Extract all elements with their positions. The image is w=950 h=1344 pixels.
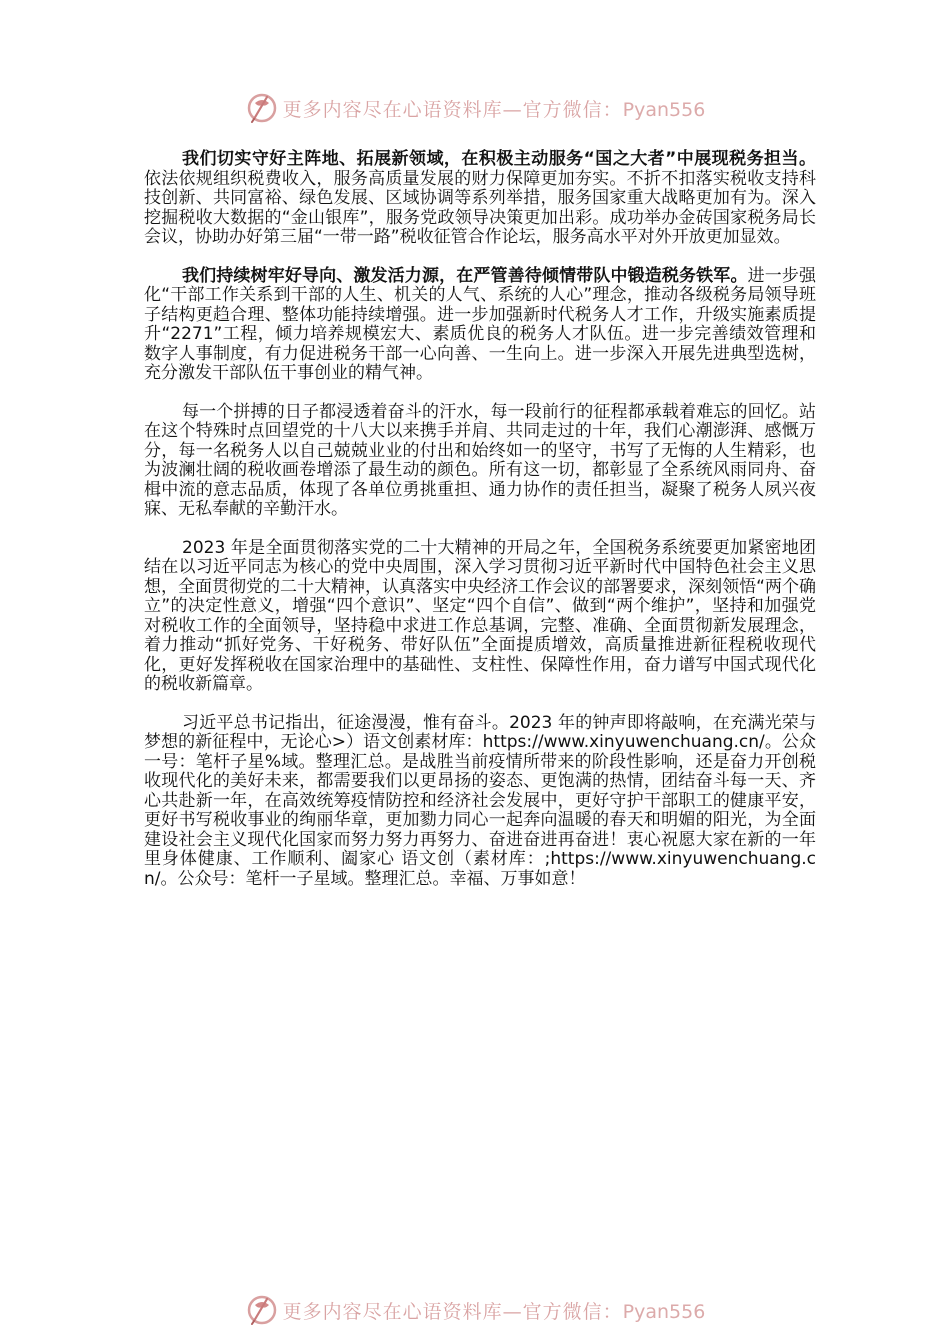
- paragraph-text: 进一步强化“干部工作关系到干部的人生、机关的人气、系统的人心”理念，推动各级税务局领导班子结构更趋合理、整体功能持续增强。进一步加强新时代税务人才工作，升级实施素质提升“2271”工程，倾力培养规模宏大、素质优良的税务人才队伍。进一步完善绩效管理和数字人事制度，有力促进税务干部一心向善、一生向上。进一步深入开展先进典型选树，充分激发干部队伍干事创业的精气神。: [144, 265, 817, 383]
- paragraph-lead: 我们切实守好主阵地、拓展新领域，在积极主动服务“国之大者”中展现税务担当。: [182, 149, 816, 169]
- watermark-label: 更多内容尽在心语资料库—官方微信：: [282, 1300, 623, 1323]
- paragraph-text: 习近平总书记指出，征途漫漫，惟有奋斗。2023 年的钟声即将敲响，在充满光荣与梦想的新征程中，无论心>）语文创素材库：https://www.xinyuwenchuang.cn/。公众一号：笔杆子星%域。整理汇总。是战胜当前疫情所带来的阶段性影响，还是奋力开创税收现代化的美好未来，都需要我们以更昂扬的姿态、更饱满的热情，团结奋斗每一天、齐心共赴新一年，在高效统筹疫情防控和经济社会发展中，更好守护干部职工的健康平安，更好书写税收事业的绚丽华章，更加勠力同心一起奔向温暖的春天和明媚的阳光，为全面建设社会主义现代化国家而努力努力再努力、奋进奋进再奋进！衷心祝愿大家在新的一年里身体健康、工作顺利、阖家心 语文创（素材库：;https://www.xinyuwenchuang.cn/。公众号：笔杆一子星域。整理汇总。幸福、万事如意！: [144, 712, 816, 889]
- rose-pen-logo-icon: [245, 1293, 279, 1327]
- paragraph-lead: 我们持续树牢好导向、激发活力源，在严管善待倾情带队中锻造税务铁军。: [182, 265, 748, 286]
- watermark-text: [283, 95, 706, 122]
- watermark-wechat-id: Pyan556: [622, 98, 706, 121]
- watermark-text: [283, 1297, 706, 1324]
- paragraph-text: 每一个拼搏的日子都浸透着奋斗的汗水，每一段前行的征程都承载着难忘的回忆。站在这个特殊时点回望党的十八大以来携手并肩、共同走过的十年，我们心潮澎湃、感慨万分，每一名税务人以自己兢兢业业的付出和始终如一的坚守，书写了无悔的人生精彩，也为波澜壮阔的税收画卷增添了最生动的颜色。所有这一切，都彰显了全系统风雨同舟、奋楫中流的意志品质，体现了各单位勇挑重担、通力协作的责任担当，凝聚了税务人夙兴夜寐、无私奉献的辛勤汗水。: [144, 401, 816, 519]
- paragraph-text: 2023 年是全面贯彻落实党的二十大精神的开局之年，全国税务系统要更加紧密地团结在以习近平同志为核心的党中央周围，深入学习贯彻习近平新时代中国特色社会主义思想，全面贯彻党的二十大精神，认真落实中央经济工作会议的部署要求，深刻领悟“两个确立”的决定性意义，增强“四个意识”、坚定“四个自信”、做到“两个维护”，坚持和加强党对税收工作的全面领导，坚持稳中求进工作总基调，完整、准确、全面贯彻新发展理念，着力推动“抓好党务、干好税务、带好队伍”全面提质增效，高质量推进新征程税收现代化，更好发挥税收在国家治理中的基础性、支柱性、保障性作用，奋力谱写中国式现代化的税收新篇章。: [144, 537, 816, 694]
- paragraph-4: [144, 539, 816, 695]
- watermark-label: 更多内容尽在心语资料库—官方微信：: [282, 98, 623, 121]
- paragraph-5: [144, 714, 816, 890]
- paragraph-3: [144, 403, 816, 520]
- watermark-wechat-id: Pyan556: [622, 1300, 706, 1323]
- paragraph-2: [144, 267, 816, 384]
- paragraph-1: [144, 150, 816, 248]
- footer-watermark: [0, 1290, 950, 1330]
- header-watermark: [0, 88, 950, 128]
- document-body: [144, 150, 816, 908]
- rose-pen-logo-icon: [245, 91, 279, 125]
- paragraph-text: 依法依规组织税费收入，服务高质量发展的财力保障更加夯实。不折不扣落实税收支持科技创新、共同富裕、绿色发展、区域协调等系列举措，服务国家重大战略更加有为。深入挖掘税收大数据的“金山银库”，服务党政领导决策更加出彩。成功举办金砖国家税务局长会议，协助办好第三届“一带一路”税收征管合作论坛，服务高水平对外开放更加显效。: [144, 168, 816, 247]
